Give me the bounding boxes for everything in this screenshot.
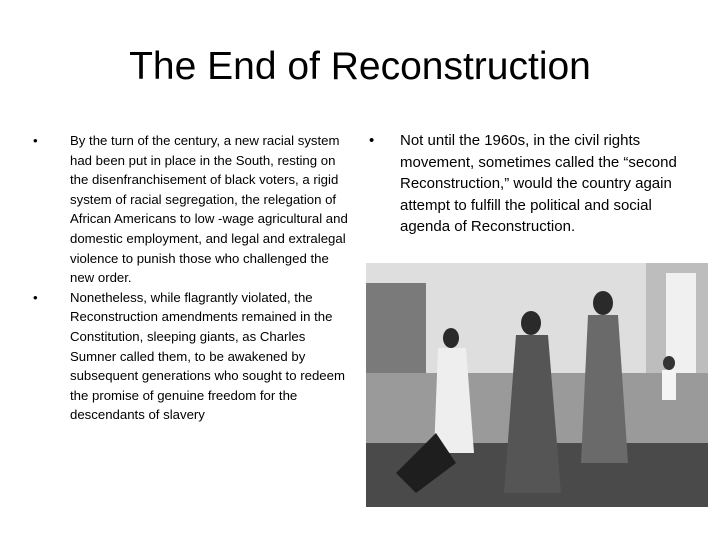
slide-title: The End of Reconstruction [129, 45, 591, 88]
bullet-icon: • [33, 289, 38, 305]
list-item [33, 131, 353, 288]
historical-photo [366, 263, 708, 507]
bullet-icon: • [33, 133, 38, 148]
bullet-text: By the turn of the century, a new racial system had been put in place in the South, resting on the disenfranchisement of black voters, a rigid system of racial segregation, the relegation of African Americans to low -wage agricultural and domestic employment, and legal and extralegal violence to punish those who challenged the new order. [70, 133, 348, 286]
bullet-text: Nonetheless, while flagrantly violated, the Reconstruction amendments remained in the Constitution, sleeping giants, as Charles Sumner called them, to be awakened by subsequent generations who sought to redeem the promise of genuine freedom for the descendants of slavery [70, 289, 345, 423]
photo-illustration [366, 263, 708, 507]
bullet-icon: • [369, 132, 375, 149]
list-item [33, 288, 353, 425]
bullet-text: Not until the 1960s, in the civil rights movement, sometimes called the “second Reconstruction,” would the country again attempt to fulfill the political and social agenda of Reconstruction. [400, 132, 677, 236]
left-bullet-list [33, 131, 353, 425]
list-item [369, 130, 679, 238]
right-bullet-list [369, 130, 679, 238]
